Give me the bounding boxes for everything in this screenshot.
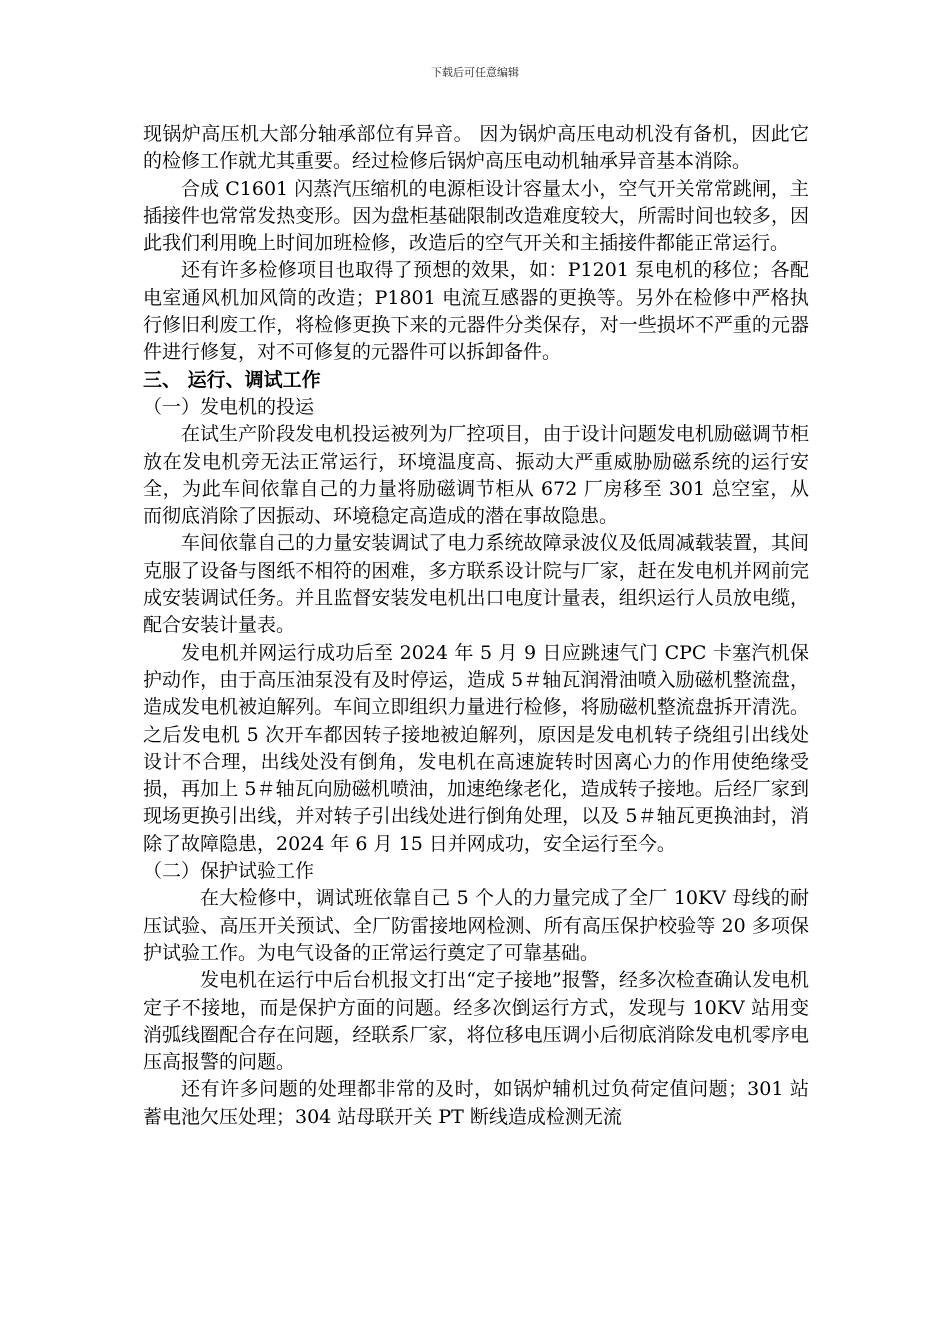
paragraph-other-issues: 还有许多问题的处理都非常的及时，如锅炉辅机过负荷定值问题；301 站蓄电池欠压处理；304 站母联开关 PT 断线造成检测无流 bbox=[143, 1078, 809, 1128]
subheading-protection-tests: （二）保护试验工作 bbox=[143, 860, 315, 883]
paragraph-boiler-motor: 现锅炉高压机大部分轴承部位有异音。 因为锅炉高压电动机没有备机，因此它的检修工作就尤其重要。经过检修后锅炉高压电动机轴承异音基本消除。 bbox=[143, 123, 809, 173]
paragraph-fault-recorder: 车间依靠自己的力量安装调试了电力系统故障录波仪及低周减载装置，其间克服了设备与图纸不相符的困难，多方联系设计院与厂家，赶在发电机并网前完成安装调试任务。并且监督安装发电机出口电度计量表，组织运行人员放电缆，配合安装计量表。 bbox=[143, 532, 809, 637]
paragraph-c1601-compressor: 合成 C1601 闪蒸汽压缩机的电源柜设计容量太小，空气开关常常跳闸，主插接件也常常发热变形。因为盘柜基础限制改造难度较大，所需时间也较多，因此我们利用晚上时间加班检修，改造后的空气开关和主插接件都能正常运行。 bbox=[143, 177, 809, 255]
document-body bbox=[143, 121, 809, 1131]
paragraph-excitation-cabinet: 在试生产阶段发电机投运被列为厂控项目，由于设计问题发电机励磁调节柜放在发电机旁无法正常运行，环境温度高、振动大严重威胁励磁系统的运行安全，为此车间依靠自己的力量将励磁调节柜从 672 厂房移至 301 总空室，从而彻底消除了因振动、环境稳定高造成的潜在事故隐患。 bbox=[143, 423, 809, 528]
paragraph-stator-ground-alarm: 发电机在运行中后台机报文打出“定子接地”报警，经多次检查确认发电机定子不接地，而是保护方面的问题。经多次倒运行方式，发现与 10KV 站用变消弧线圈配合存在问题，经联系厂家，将位移电压调小后彻底消除发电机零序电压高报警的问题。 bbox=[143, 969, 809, 1074]
paragraph-other-repairs: 还有许多检修项目也取得了预想的效果，如：P1201 泵电机的移位；各配电室通风机加风筒的改造；P1801 电流互感器的更换等。另外在检修中严格执行修旧利废工作，将检修更换下来的元器件分类保存，对一些损坏不严重的元器件进行修复，对不可修复的元器件可以拆卸备件。 bbox=[143, 259, 809, 364]
page-header-note: 下载后可任意编辑 bbox=[431, 66, 519, 79]
paragraph-overhaul-tests: 在大检修中，调试班依靠自己 5 个人的力量完成了全厂 10KV 母线的耐压试验、高压开关预试、全厂防雷接地网检测、所有高压保护校验等 20 多项保护试验工作。为电气设备的正常运行奠定了可靠基础。 bbox=[143, 887, 809, 964]
paragraph-generator-trip: 发电机并网运行成功后至 2024 年 5 月 9 日应跳速气门 CPC 卡塞汽机保护动作，由于高压油泵没有及时停运，造成 5＃轴瓦润滑油喷入励磁机整流盘，造成发电机被迫解列。车间立即组织力量进行检修，将励磁机整流盘拆开清洗。之后发电机 5 次开车都因转子接地被迫解列，原因是发电机转子绕组引出线处设计不合理，出线处没有倒角，发电机在高速旋转时因离心力的作用使绝缘受损，再加上 5＃轴瓦向励磁机喷油，加速绝缘老化，造成转子接地。后经厂家到现场更换引出线，并对转子引出线处进行倒角处理，以及 5＃轴瓦更换油封，消除了故障隐患，2024 年 6 月 15 日并网成功，安全运行至今。 bbox=[143, 641, 809, 855]
section-heading-operation-commissioning: 三、 运行、调试工作 bbox=[143, 368, 321, 391]
subheading-generator-commissioning: （一）发电机的投运 bbox=[143, 395, 315, 418]
